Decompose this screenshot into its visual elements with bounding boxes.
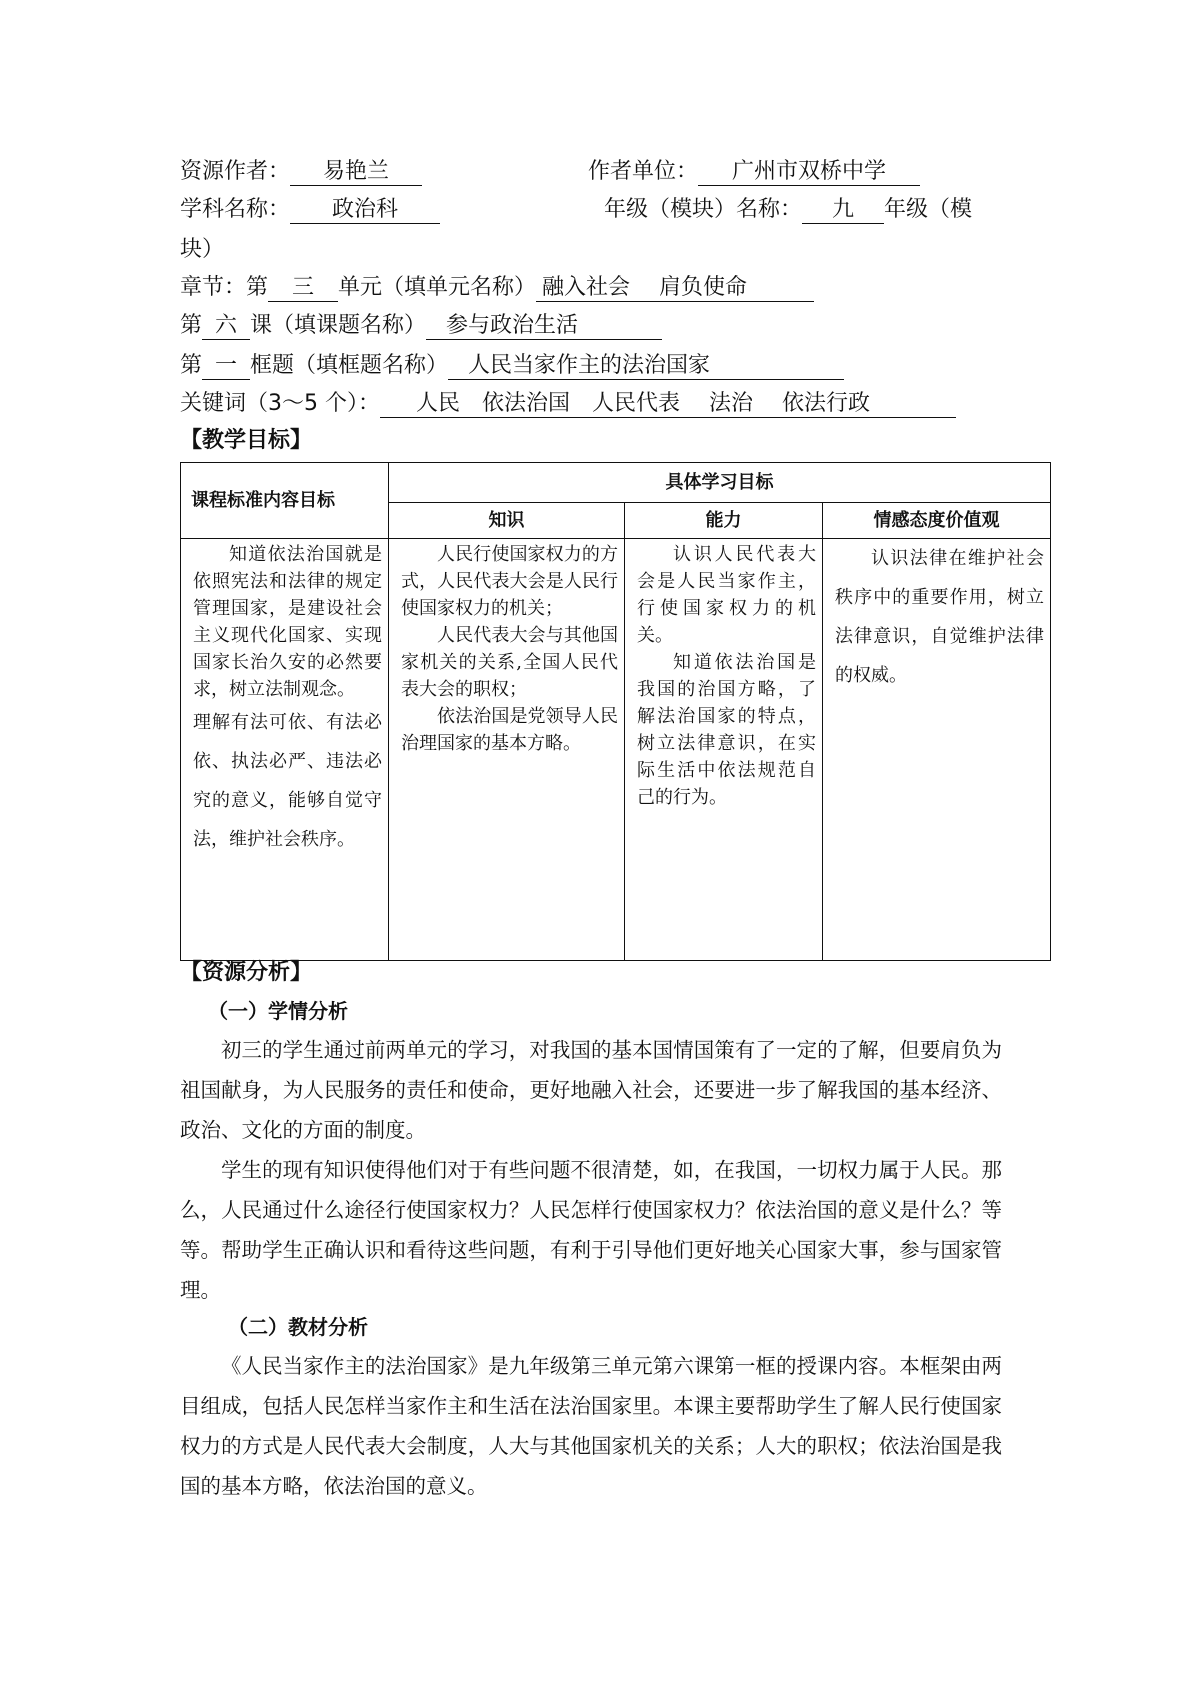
standard-text-2: 理解有法可依、有法必依、执法必严、违法必究的意义，能够自觉守法，维护社会秩序。 <box>193 712 382 850</box>
unit-hint: 单元（填单元名称） <box>338 275 537 300</box>
learner-body <box>180 1030 1002 1310</box>
keywords-label: 关键词（3～5 个）： <box>180 391 380 416</box>
ability-text-2: 知道依法治国是我国的治国方略，了解法治国家的特点，树立法律意识，在实际生活中依法规范自己的行为。 <box>637 652 816 808</box>
frame-prefix: 第 <box>180 353 203 378</box>
grade-suffix: 年级（模 <box>884 197 973 222</box>
unit-line <box>588 156 920 188</box>
lesson-hint: 课（填课题名称） <box>250 313 427 338</box>
grade-suffix-wrap: 块） <box>180 237 225 262</box>
learner-paragraph-1: 初三的学生通过前两单元的学习，对我国的基本国情国策有了一定的了解，但要肩负为祖国献身，为人民服务的责任和使命，更好地融入社会，还要进一步了解我国的基本经济、政治、文化的方面的制度。 <box>180 1038 1002 1142</box>
learner-paragraph-2: 学生的现有知识使得他们对于有些问题不很清楚，如，在我国，一切权力属于人民。那么，人民通过什么途径行使国家权力？人民怎样行使国家权力？依法治国的意义是什么？等等。帮助学生正确认识和看待这些问题，有利于引导他们更好地关心国家大事，参与国家管理。 <box>180 1158 1002 1302</box>
frame-name: 人民当家作主的法治国家 <box>448 353 844 380</box>
frame-number: 一 <box>202 353 250 380</box>
unit-number: 三 <box>268 275 338 302</box>
subject-line <box>180 194 440 226</box>
attitude-cell <box>823 539 1051 961</box>
col-ability-header: 能力 <box>625 503 823 539</box>
objectives-table <box>180 462 1051 961</box>
lesson-line <box>180 310 662 342</box>
author-line <box>180 156 422 188</box>
col-attitude-header: 情感态度价值观 <box>823 503 1051 539</box>
knowledge-text-3: 依法治国是党领导人民治理国家的基本方略。 <box>401 706 618 754</box>
author-label: 资源作者： <box>180 159 291 184</box>
knowledge-text-1: 人民行使国家权力的方式，人民代表大会是人民行使国家权力的机关； <box>401 544 618 619</box>
textbook-paragraph-1: 《人民当家作主的法治国家》是九年级第三单元第六课第一框的授课内容。本框架由两目组成，包括人民怎样当家作主和生活在法治国家里。本课主要帮助学生了解人民行使国家权力的方式是人民代表大会制度，人大与其他国家机关的关系；人大的职权；依法治国是我国的基本方略，依法治国的意义。 <box>180 1354 1002 1498</box>
attitude-text-1: 认识法律在维护社会秩序中的重要作用，树立法律意识，自觉维护法律的权威。 <box>835 548 1045 686</box>
unit-name: 融入社会 肩负使命 <box>536 275 814 302</box>
grade-line <box>604 194 972 226</box>
col-knowledge-header: 知识 <box>389 503 625 539</box>
lesson-prefix: 第 <box>180 313 203 338</box>
table-body-row <box>181 539 1051 961</box>
ability-text-1: 认识人民代表大会是人民当家作主，行使国家权力的机关。 <box>637 544 816 646</box>
grade-label: 年级（模块）名称： <box>604 197 803 222</box>
textbook-body <box>180 1346 1002 1506</box>
keywords-value: 人民 依法治国 人民代表 法治 依法行政 <box>380 391 956 418</box>
unit-value: 广州市双桥中学 <box>698 159 920 186</box>
textbook-title: （二）教材分析 <box>228 1315 368 1339</box>
subject-value: 政治科 <box>290 197 440 224</box>
knowledge-cell <box>389 539 625 961</box>
frame-hint: 框题（填框题名称） <box>250 353 449 378</box>
chapter-label: 章节：第 <box>180 275 269 300</box>
col-specific-header: 具体学习目标 <box>389 463 1051 503</box>
keywords-line <box>180 388 956 420</box>
subject-label: 学科名称： <box>180 197 291 222</box>
author-value: 易艳兰 <box>290 159 422 186</box>
standard-text-1: 知道依法治国就是依照宪法和法律的规定管理国家，是建设社会主义现代化国家、实现国家长治久安的必然要求，树立法制观念。 <box>193 544 382 700</box>
analysis-title: 【资源分析】 <box>180 960 313 985</box>
unit-label: 作者单位： <box>588 159 699 184</box>
knowledge-text-2: 人民代表大会与其他国家机关的关系,全国人民代表大会的职权； <box>401 625 618 700</box>
chapter-line <box>180 272 814 304</box>
lesson-number: 六 <box>202 313 250 340</box>
learner-title: （一）学情分析 <box>208 999 348 1023</box>
lesson-name: 参与政治生活 <box>426 313 662 340</box>
table-header-row <box>181 463 1051 503</box>
standard-cell <box>181 539 389 961</box>
col-standard-header: 课程标准内容目标 <box>181 463 389 539</box>
objectives-title: 【教学目标】 <box>180 428 313 453</box>
ability-cell <box>625 539 823 961</box>
grade-value: 九 <box>802 197 884 224</box>
frame-line <box>180 350 844 382</box>
